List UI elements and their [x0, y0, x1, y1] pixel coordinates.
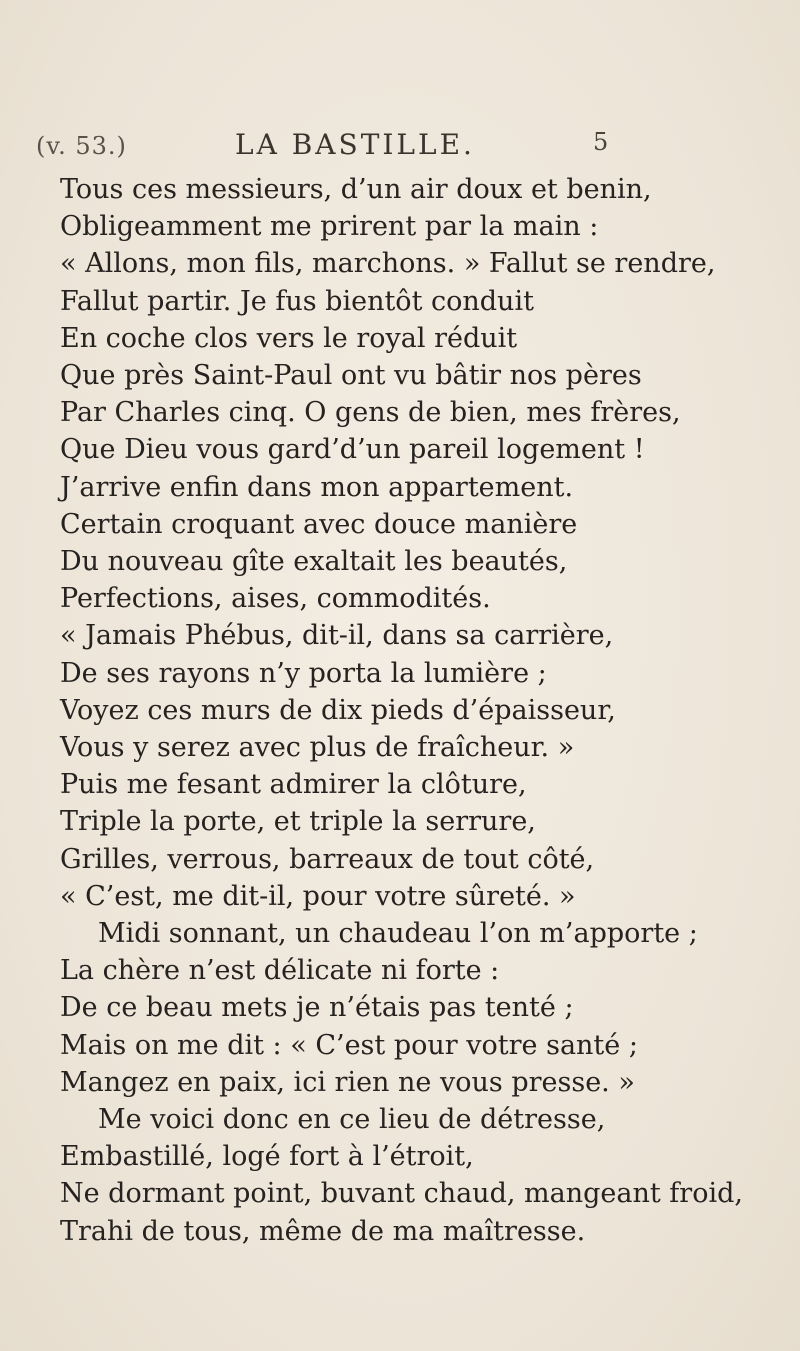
poem-line: J’arrive enfin dans mon appartement. — [60, 471, 574, 503]
poem-line: Triple la porte, et triple la serrure, — [60, 806, 536, 838]
poem-line: De ce beau mets je n’étais pas tenté ; — [60, 992, 574, 1024]
running-title: LA BASTILLE. — [235, 128, 475, 161]
verse-reference: (v. 53.) — [36, 132, 127, 160]
poem-line: Trahi de tous, même de ma maîtresse. — [60, 1215, 586, 1247]
page-number: 5 — [593, 128, 609, 156]
poem-line: Midi sonnant, un chaudeau l’on m’apporte ; — [98, 918, 698, 949]
poem-line: Me voici donc en ce lieu de détresse, — [98, 1104, 606, 1135]
poem-line: Fallut partir. Je fus bientôt conduit — [60, 285, 534, 317]
poem-line: Voyez ces murs de dix pieds d’épaisseur, — [60, 694, 616, 726]
poem-line: « Jamais Phébus, dit-il, dans sa carrière, — [60, 620, 614, 652]
poem-line: Que près Saint-Paul ont vu bâtir nos pères — [60, 360, 642, 391]
poem-line: Embastillé, logé fort à l’étroit, — [60, 1141, 474, 1173]
poem-line: Ne dormant point, buvant chaud, mangeant froid, — [60, 1178, 743, 1210]
poem-line: En coche clos vers le royal réduit — [60, 322, 518, 354]
poem-line: Perfections, aises, commodités. — [60, 583, 491, 615]
poem-line: Mais on me dit : « C’est pour votre santé ; — [60, 1029, 638, 1061]
poem-line: Par Charles cinq. O gens de bien, mes frères, — [60, 397, 681, 429]
poem-line: La chère n’est délicate ni forte : — [60, 955, 500, 987]
poem-line: Certain croquant avec douce manière — [60, 508, 578, 540]
poem-line: Mangez en paix, ici rien ne vous presse. » — [60, 1066, 635, 1098]
poem-line: Du nouveau gîte exaltait les beautés, — [60, 546, 568, 577]
poem-line: De ses rayons n’y porta la lumière ; — [60, 657, 547, 689]
poem-line: Puis me fesant admirer la clôture, — [60, 769, 527, 801]
page-header — [0, 128, 800, 168]
poem-line: Que Dieu vous gard’d’un pareil logement ! — [60, 434, 645, 466]
poem-line: « C’est, me dit-il, pour votre sûreté. » — [60, 880, 576, 912]
poem-line: Tous ces messieurs, d’un air doux et benin, — [60, 174, 652, 205]
poem-line: Obligeamment me prirent par la main : — [60, 211, 599, 243]
poem-line: « Allons, mon fils, marchons. » Fallut se rendre, — [60, 248, 716, 280]
poem-line: Vous y serez avec plus de fraîcheur. » — [60, 732, 575, 763]
poem-line: Grilles, verrous, barreaux de tout côté, — [60, 843, 595, 875]
